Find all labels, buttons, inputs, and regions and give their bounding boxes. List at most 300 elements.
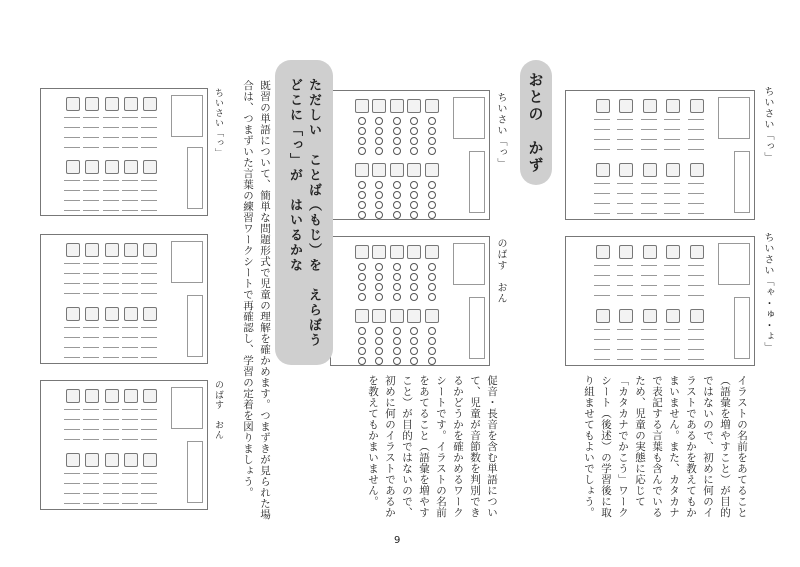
illustration	[596, 309, 610, 323]
answer-line	[103, 419, 119, 420]
illustration	[66, 307, 80, 321]
answer-line	[122, 293, 138, 294]
illustration	[619, 163, 633, 177]
answer-circle	[358, 211, 366, 219]
answer-line	[664, 193, 680, 194]
answer-circle	[375, 263, 383, 271]
answer-circle	[358, 117, 366, 125]
answer-line	[594, 275, 610, 276]
answer-line	[641, 359, 657, 360]
answer-line	[688, 285, 704, 286]
answer-circle	[358, 201, 366, 209]
worksheet-title-box	[171, 387, 203, 429]
illustration	[124, 389, 138, 403]
answer-circle	[375, 137, 383, 145]
answer-line	[594, 339, 610, 340]
answer-circle	[393, 337, 401, 345]
illustration	[85, 160, 99, 174]
illustration	[407, 99, 421, 113]
worksheet-name-box	[469, 297, 485, 359]
answer-line	[641, 275, 657, 276]
illustration	[124, 453, 138, 467]
answer-line	[641, 149, 657, 150]
illustration	[143, 307, 157, 321]
answer-line	[141, 347, 157, 348]
answer-line	[103, 337, 119, 338]
answer-circle	[410, 347, 418, 355]
answer-circle	[358, 357, 366, 365]
answer-line	[141, 357, 157, 358]
answer-line	[122, 419, 138, 420]
answer-line	[141, 439, 157, 440]
answer-line	[688, 119, 704, 120]
illustration	[66, 389, 80, 403]
answer-line	[64, 210, 80, 211]
answer-line	[688, 265, 704, 266]
answer-circle	[375, 191, 383, 199]
worksheet-thumb-right-top	[565, 90, 755, 220]
answer-circle	[393, 127, 401, 135]
answer-line	[103, 429, 119, 430]
answer-circle	[393, 191, 401, 199]
answer-circle	[393, 263, 401, 271]
worksheet-thumb-middle-top	[330, 90, 490, 220]
answer-circle	[358, 293, 366, 301]
answer-line	[64, 357, 80, 358]
illustration	[643, 163, 657, 177]
answer-line	[641, 183, 657, 184]
answer-line	[664, 203, 680, 204]
illustration	[85, 97, 99, 111]
answer-line	[594, 359, 610, 360]
answer-circle	[393, 137, 401, 145]
answer-line	[103, 327, 119, 328]
worksheet-name-box	[469, 151, 485, 213]
answer-line	[122, 473, 138, 474]
illustration	[355, 309, 369, 323]
section-header-find-word: ただしい ことば（もじ）を えらぼう どこに「っ」が はいるかな	[275, 60, 333, 365]
answer-circle	[410, 137, 418, 145]
answer-line	[688, 295, 704, 296]
illustration	[619, 99, 633, 113]
answer-line	[64, 473, 80, 474]
answer-line	[64, 347, 80, 348]
worksheet-title-box	[171, 95, 203, 137]
answer-circle	[375, 201, 383, 209]
answer-line	[64, 137, 80, 138]
answer-circle	[393, 201, 401, 209]
answer-line	[64, 493, 80, 494]
answer-line	[103, 503, 119, 504]
illustration	[124, 97, 138, 111]
answer-line	[83, 503, 99, 504]
caption-small-tsu-right: ちいさい「っ」	[762, 86, 773, 163]
worksheet-name-box	[187, 295, 203, 357]
answer-line	[83, 439, 99, 440]
illustration	[390, 309, 404, 323]
answer-circle	[428, 127, 436, 135]
answer-line	[83, 210, 99, 211]
answer-line	[641, 213, 657, 214]
illustration	[425, 309, 439, 323]
worksheet-name-box	[734, 151, 750, 213]
worksheet-name-box	[734, 297, 750, 359]
answer-line	[141, 473, 157, 474]
answer-line	[617, 349, 633, 350]
answer-line	[617, 193, 633, 194]
answer-line	[617, 139, 633, 140]
illustration	[407, 245, 421, 259]
answer-circle	[410, 191, 418, 199]
answer-circle	[375, 147, 383, 155]
answer-line	[641, 203, 657, 204]
answer-circle	[358, 327, 366, 335]
answer-line	[664, 285, 680, 286]
answer-line	[664, 149, 680, 150]
illustration	[666, 245, 680, 259]
answer-circle	[375, 211, 383, 219]
answer-line	[83, 493, 99, 494]
answer-circle	[428, 283, 436, 291]
answer-line	[122, 283, 138, 284]
answer-line	[64, 439, 80, 440]
answer-line	[64, 127, 80, 128]
answer-line	[122, 190, 138, 191]
illustration	[666, 99, 680, 113]
answer-circle	[428, 201, 436, 209]
answer-circle	[358, 337, 366, 345]
answer-line	[594, 295, 610, 296]
answer-line	[83, 337, 99, 338]
illustration	[355, 245, 369, 259]
illustration	[643, 245, 657, 259]
answer-line	[83, 273, 99, 274]
answer-line	[664, 265, 680, 266]
answer-circle	[410, 273, 418, 281]
answer-circle	[410, 201, 418, 209]
answer-line	[641, 329, 657, 330]
answer-line	[122, 210, 138, 211]
answer-line	[122, 503, 138, 504]
answer-line	[103, 409, 119, 410]
answer-line	[64, 327, 80, 328]
answer-circle	[375, 117, 383, 125]
answer-line	[664, 349, 680, 350]
answer-circle	[358, 283, 366, 291]
illustration	[85, 389, 99, 403]
answer-circle	[358, 137, 366, 145]
answer-circle	[410, 337, 418, 345]
answer-line	[64, 190, 80, 191]
answer-line	[617, 183, 633, 184]
paragraph-left: 既習の単語について、簡単な問題形式で児童の理解を確かめます。つまずきが見られた場合は、つまずいた言葉の練習ワークシートで再確認し、学習の定着を図りましょう。	[242, 80, 271, 520]
answer-line	[664, 339, 680, 340]
answer-line	[122, 429, 138, 430]
answer-line	[122, 263, 138, 264]
answer-line	[64, 483, 80, 484]
answer-line	[83, 473, 99, 474]
answer-line	[122, 200, 138, 201]
illustration	[596, 99, 610, 113]
answer-line	[83, 137, 99, 138]
answer-line	[83, 293, 99, 294]
answer-line	[594, 183, 610, 184]
worksheet-title-box	[171, 241, 203, 283]
answer-line	[688, 129, 704, 130]
answer-circle	[358, 273, 366, 281]
illustration	[124, 243, 138, 257]
answer-line	[617, 329, 633, 330]
illustration	[425, 99, 439, 113]
answer-line	[122, 137, 138, 138]
worksheet-thumb-left-mid	[40, 234, 208, 364]
answer-line	[103, 200, 119, 201]
illustration	[66, 243, 80, 257]
answer-line	[83, 357, 99, 358]
illustration	[425, 163, 439, 177]
answer-circle	[428, 137, 436, 145]
illustration	[143, 160, 157, 174]
answer-line	[688, 183, 704, 184]
illustration	[643, 99, 657, 113]
answer-line	[594, 285, 610, 286]
answer-line	[641, 193, 657, 194]
answer-line	[688, 275, 704, 276]
caption-small-tsu-left-visible: ちいさい「っ」	[213, 88, 223, 158]
answer-line	[122, 273, 138, 274]
answer-line	[594, 149, 610, 150]
answer-circle	[375, 181, 383, 189]
answer-circle	[375, 283, 383, 291]
answer-line	[83, 200, 99, 201]
answer-line	[594, 265, 610, 266]
illustration	[105, 453, 119, 467]
answer-line	[664, 295, 680, 296]
illustration	[619, 309, 633, 323]
answer-line	[64, 147, 80, 148]
answer-line	[141, 200, 157, 201]
answer-line	[594, 203, 610, 204]
answer-line	[641, 139, 657, 140]
answer-circle	[428, 273, 436, 281]
answer-line	[122, 327, 138, 328]
answer-line	[664, 329, 680, 330]
answer-line	[83, 263, 99, 264]
illustration	[407, 163, 421, 177]
answer-line	[83, 180, 99, 181]
answer-circle	[393, 327, 401, 335]
illustration	[124, 307, 138, 321]
answer-line	[688, 329, 704, 330]
answer-line	[594, 349, 610, 350]
answer-circle	[375, 293, 383, 301]
illustration	[390, 245, 404, 259]
answer-line	[141, 419, 157, 420]
answer-line	[83, 483, 99, 484]
answer-line	[64, 429, 80, 430]
answer-line	[141, 337, 157, 338]
caption-small-ya-yu-yo: ちいさい「ゃ・ゅ・ょ」	[762, 232, 773, 353]
answer-line	[83, 147, 99, 148]
answer-line	[641, 265, 657, 266]
illustration	[372, 163, 386, 177]
answer-line	[122, 147, 138, 148]
illustration	[85, 243, 99, 257]
answer-line	[141, 210, 157, 211]
answer-line	[594, 119, 610, 120]
answer-line	[688, 193, 704, 194]
illustration	[143, 453, 157, 467]
answer-line	[141, 429, 157, 430]
answer-line	[103, 147, 119, 148]
answer-line	[664, 275, 680, 276]
worksheet-name-box	[187, 441, 203, 503]
answer-circle	[410, 181, 418, 189]
answer-line	[64, 409, 80, 410]
answer-line	[103, 283, 119, 284]
illustration	[105, 160, 119, 174]
illustration	[596, 163, 610, 177]
caption-long-vowel-middle: のばす おん	[495, 238, 506, 304]
answer-circle	[410, 127, 418, 135]
illustration	[85, 453, 99, 467]
answer-line	[83, 327, 99, 328]
illustration	[66, 453, 80, 467]
answer-circle	[393, 117, 401, 125]
answer-circle	[393, 147, 401, 155]
answer-line	[688, 213, 704, 214]
answer-line	[64, 180, 80, 181]
answer-line	[594, 213, 610, 214]
answer-line	[83, 409, 99, 410]
answer-line	[617, 129, 633, 130]
answer-circle	[375, 357, 383, 365]
illustration	[372, 245, 386, 259]
worksheet-thumb-left-top	[40, 88, 208, 216]
answer-line	[103, 273, 119, 274]
answer-line	[141, 137, 157, 138]
answer-circle	[375, 337, 383, 345]
answer-circle	[428, 337, 436, 345]
answer-line	[617, 359, 633, 360]
answer-line	[122, 180, 138, 181]
answer-line	[64, 200, 80, 201]
worksheet-thumb-left-bottom	[40, 380, 208, 510]
answer-circle	[428, 327, 436, 335]
answer-line	[141, 483, 157, 484]
answer-line	[664, 119, 680, 120]
answer-circle	[428, 347, 436, 355]
answer-circle	[358, 263, 366, 271]
answer-line	[83, 429, 99, 430]
answer-circle	[393, 357, 401, 365]
illustration	[143, 97, 157, 111]
answer-line	[688, 203, 704, 204]
answer-line	[83, 117, 99, 118]
answer-circle	[428, 293, 436, 301]
answer-circle	[393, 293, 401, 301]
answer-line	[103, 357, 119, 358]
answer-line	[141, 493, 157, 494]
page-number: 9	[394, 535, 401, 546]
answer-line	[688, 139, 704, 140]
caption-long-vowel-left: のばす おん	[213, 380, 223, 440]
answer-circle	[358, 191, 366, 199]
answer-line	[664, 359, 680, 360]
answer-line	[617, 213, 633, 214]
answer-circle	[393, 347, 401, 355]
answer-line	[594, 329, 610, 330]
answer-circle	[358, 147, 366, 155]
answer-line	[141, 147, 157, 148]
illustration	[690, 163, 704, 177]
illustration	[643, 309, 657, 323]
worksheet-thumb-middle-mid	[330, 236, 490, 366]
answer-line	[594, 193, 610, 194]
worksheet-title-box	[453, 243, 485, 285]
answer-line	[103, 263, 119, 264]
illustration	[105, 389, 119, 403]
answer-line	[64, 283, 80, 284]
answer-circle	[410, 293, 418, 301]
answer-line	[122, 409, 138, 410]
illustration	[85, 307, 99, 321]
answer-circle	[410, 263, 418, 271]
illustration	[596, 245, 610, 259]
answer-line	[617, 275, 633, 276]
illustration	[143, 389, 157, 403]
illustration	[372, 309, 386, 323]
illustration	[690, 99, 704, 113]
answer-circle	[393, 273, 401, 281]
answer-line	[64, 273, 80, 274]
answer-line	[641, 339, 657, 340]
illustration	[105, 307, 119, 321]
answer-circle	[358, 181, 366, 189]
answer-line	[103, 117, 119, 118]
answer-circle	[358, 127, 366, 135]
answer-line	[122, 117, 138, 118]
answer-line	[122, 127, 138, 128]
illustration	[124, 160, 138, 174]
answer-line	[141, 190, 157, 191]
answer-line	[141, 180, 157, 181]
illustration	[390, 163, 404, 177]
answer-line	[641, 285, 657, 286]
answer-line	[141, 503, 157, 504]
answer-circle	[428, 357, 436, 365]
illustration	[143, 243, 157, 257]
answer-line	[617, 265, 633, 266]
answer-circle	[393, 211, 401, 219]
answer-line	[594, 139, 610, 140]
answer-line	[83, 347, 99, 348]
answer-circle	[428, 181, 436, 189]
illustration	[66, 97, 80, 111]
answer-line	[103, 493, 119, 494]
answer-line	[617, 149, 633, 150]
answer-line	[141, 117, 157, 118]
answer-line	[122, 337, 138, 338]
answer-circle	[410, 283, 418, 291]
answer-circle	[428, 211, 436, 219]
answer-line	[641, 295, 657, 296]
answer-line	[103, 137, 119, 138]
answer-circle	[410, 117, 418, 125]
answer-line	[103, 473, 119, 474]
answer-line	[103, 439, 119, 440]
answer-line	[83, 283, 99, 284]
